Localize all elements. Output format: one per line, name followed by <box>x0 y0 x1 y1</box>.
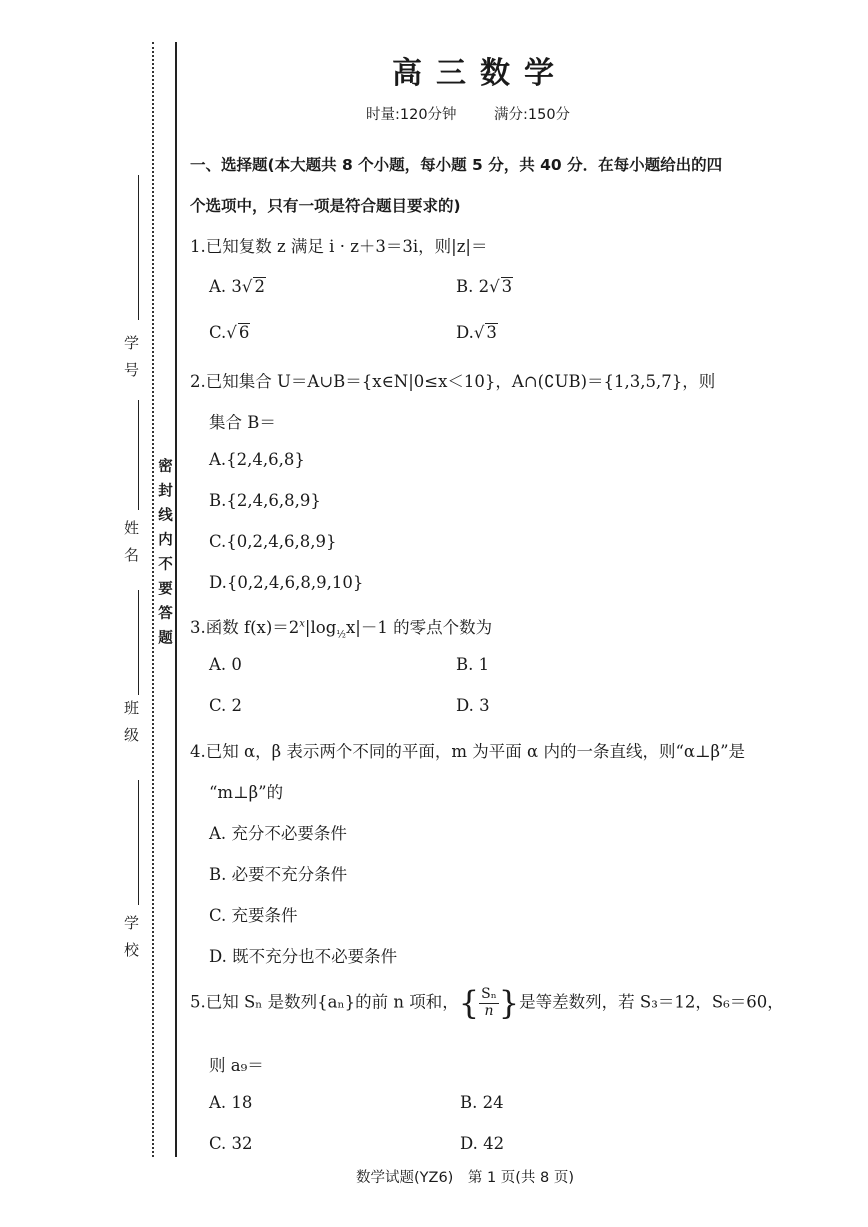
option-label: B. <box>456 655 474 674</box>
question-5-stem <box>190 984 784 1022</box>
radicand: 2 <box>254 277 265 296</box>
q2-option-b <box>209 491 321 510</box>
student-number-label: 学号 <box>122 335 140 389</box>
option-label: D. <box>456 323 474 342</box>
page-footer: 数学试题(YZ6) 第 1 页(共 8 页) <box>356 1170 575 1186</box>
q5-option-c <box>209 1134 253 1153</box>
right-brace: } <box>498 984 520 1022</box>
option-label: C. <box>209 906 227 925</box>
option-text: {0,2,4,6,8,9} <box>226 532 337 551</box>
option-text: 2 <box>231 696 243 715</box>
option-text: 24 <box>482 1093 504 1112</box>
option-label: C. <box>209 323 227 342</box>
question-5-stem-cont: 则 a₉＝ <box>209 1056 264 1075</box>
option-coef: 2 <box>478 277 490 296</box>
option-label: A. <box>209 450 227 469</box>
q4-option-c <box>209 902 298 926</box>
stem-part: 已知 Sₙ 是数列{aₙ}的前 n 项和， <box>205 992 459 1012</box>
question-4-stem <box>190 738 745 762</box>
option-label: D. <box>209 947 227 966</box>
question-number: 2. <box>190 372 206 391</box>
option-label: B. <box>209 865 227 884</box>
q2-option-a <box>209 450 305 469</box>
q2-option-c <box>209 532 337 551</box>
stem-part: 是等差数列，若 S₃＝12，S₆＝60， <box>519 992 784 1012</box>
option-text: 必要不充分条件 <box>231 865 348 884</box>
name-blank <box>138 590 139 695</box>
margin-border-line <box>175 42 177 1157</box>
question-number: 3. <box>190 618 206 637</box>
stem-part: |log <box>304 618 337 637</box>
question-2-stem <box>190 368 715 392</box>
option-text: {2,4,6,8} <box>226 450 305 469</box>
section-heading-line2: 个选项中，只有一项是符合题目要求的) <box>190 197 461 215</box>
class-label: 班级 <box>122 700 140 754</box>
question-1-stem <box>190 233 487 257</box>
seal-warning-text: 密封线内不要答题 <box>156 458 172 654</box>
option-text: 3 <box>479 696 490 715</box>
q4-option-a <box>209 820 347 844</box>
option-text: 1 <box>478 655 490 674</box>
q1-option-a: A. 3√ 2 <box>209 277 265 296</box>
q4-option-b <box>209 861 347 885</box>
exam-duration: 时量:120分钟 <box>366 107 457 123</box>
option-text: 18 <box>231 1093 253 1112</box>
q3-option-b <box>456 655 489 674</box>
fraction-numerator: Sₙ <box>481 986 497 1003</box>
option-label: B. <box>460 1093 478 1112</box>
option-label: A. <box>209 1093 227 1112</box>
option-label: D. <box>456 696 474 715</box>
question-number: 4. <box>190 742 206 761</box>
fraction <box>479 987 499 1019</box>
q4-option-d <box>209 943 397 967</box>
option-text: 0 <box>231 655 242 674</box>
option-label: C. <box>209 1134 227 1153</box>
option-text: {2,4,6,8,9} <box>226 491 321 510</box>
q2-option-d <box>209 573 363 592</box>
option-label: B. <box>209 491 227 510</box>
section-heading-line1: 一、选择题(本大题共 8 个小题，每小题 5 分，共 40 分．在每小题给出的四 <box>190 156 723 174</box>
option-label: A. <box>209 655 227 674</box>
option-text: 既不充分也不必要条件 <box>232 947 398 966</box>
option-label: D. <box>209 573 227 592</box>
fraction-denominator: n <box>484 1002 494 1019</box>
student-number-blank <box>138 175 139 320</box>
name-label: 姓名 <box>122 520 140 574</box>
option-text: {0,2,4,6,8,9,10} <box>226 573 364 592</box>
student-number-blank-lower <box>138 400 139 510</box>
binding-margin <box>0 0 180 1227</box>
question-text: 已知复数 z 满足 i · z＋3＝3i，则|z|＝ <box>205 237 488 256</box>
full-score: 满分:150分 <box>494 107 571 123</box>
question-text: 已知 α，β 表示两个不同的平面，m 为平面 α 内的一条直线，则“α⊥β”是 <box>205 742 746 761</box>
q5-option-d <box>460 1134 504 1153</box>
q1-option-b: B. 2√ 3 <box>456 277 513 296</box>
option-label: A. <box>209 824 227 843</box>
stem-part: 函数 f(x)＝2 <box>205 618 300 637</box>
q3-option-d <box>456 696 490 715</box>
option-text: 充要条件 <box>231 906 298 925</box>
option-text: 42 <box>483 1134 505 1153</box>
stem-part: x|－1 的零点个数为 <box>345 618 493 637</box>
class-blank <box>138 780 139 905</box>
radicand: 6 <box>238 323 250 342</box>
option-text: 32 <box>231 1134 253 1153</box>
option-text: 充分不必要条件 <box>231 824 347 843</box>
option-label: C. <box>209 696 227 715</box>
option-label: C. <box>209 532 227 551</box>
q1-option-c: C.√ 6 <box>209 323 250 342</box>
option-coef: 3 <box>231 277 242 296</box>
left-brace: { <box>458 984 480 1022</box>
q1-option-d: D.√ 3 <box>456 323 497 342</box>
question-3-stem <box>190 614 492 640</box>
radicand: 3 <box>501 277 513 296</box>
q3-option-c <box>209 696 242 715</box>
question-text: 已知集合 U＝A∪B＝{x∈N|0≤x＜10}，A∩(∁UB)＝{1,3,5,7}，则 <box>205 372 716 391</box>
radicand: 3 <box>486 323 497 342</box>
school-label: 学校 <box>122 915 140 969</box>
option-label: B. <box>456 277 474 296</box>
question-2-stem-cont: 集合 B＝ <box>209 413 276 432</box>
option-label: A. <box>209 277 227 296</box>
question-number: 5. <box>190 992 206 1012</box>
q3-option-a <box>209 655 242 674</box>
question-4-stem-cont: “m⊥β”的 <box>209 783 284 802</box>
q5-option-a <box>209 1093 252 1112</box>
exponent: x <box>299 618 305 630</box>
log-base: ½ <box>336 629 346 641</box>
page-title: 高三数学 <box>392 56 568 91</box>
q5-option-b <box>460 1093 504 1112</box>
question-number: 1. <box>190 237 206 256</box>
option-label: D. <box>460 1134 478 1153</box>
